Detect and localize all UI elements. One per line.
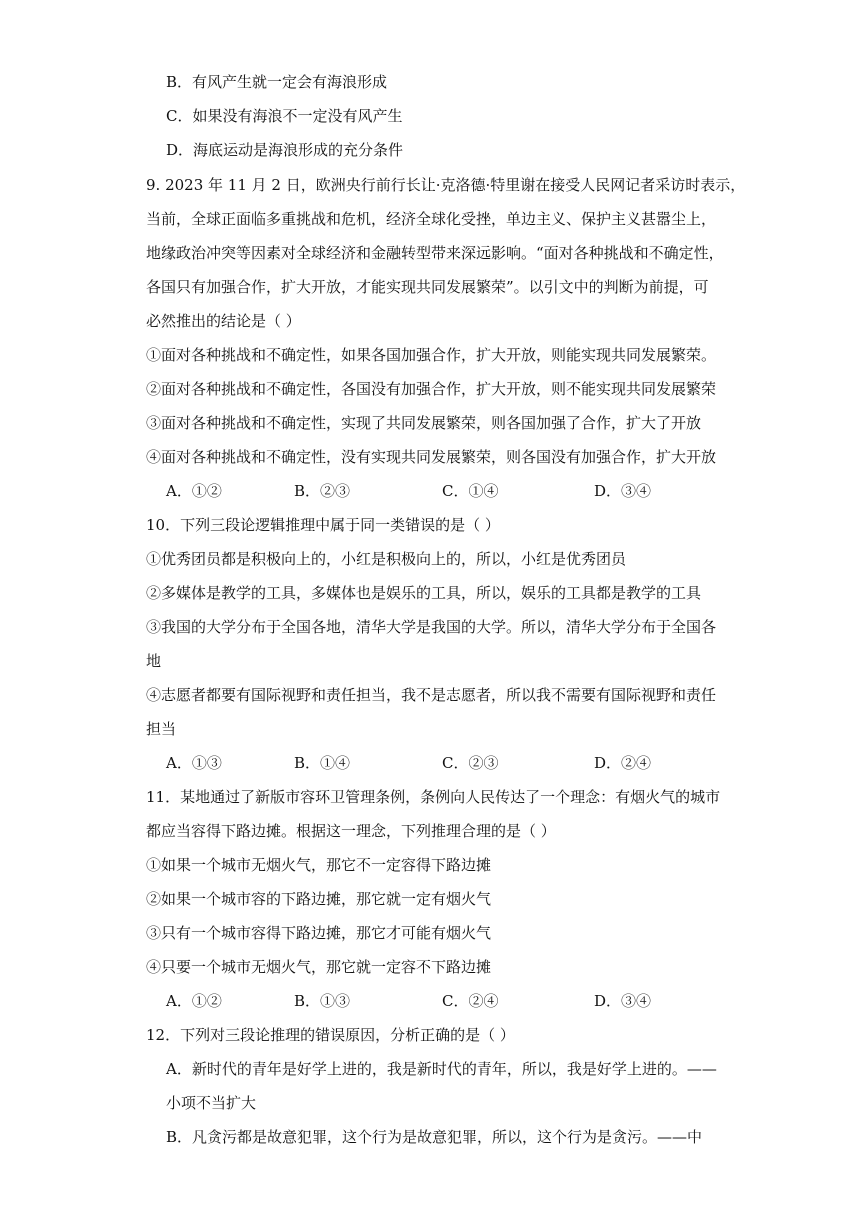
- q9-stem-line: 各国只有加强合作，扩大开放，才能实现共同发展繁荣”。以引文中的判断为前提，可: [146, 278, 709, 296]
- q12-stem: 12．下列对三段论推理的错误原因，分析正确的是（ ）: [146, 1026, 515, 1044]
- q9-choices: [166, 481, 726, 501]
- q12-option-a-continued: 小项不当扩大: [166, 1094, 257, 1112]
- q11-choices: [166, 991, 726, 1011]
- q9-item: ③面对各种挑战和不确定性，实现了共同发展繁荣，则各国加强了合作，扩大了开放: [146, 414, 702, 432]
- q10-item: ③我国的大学分布于全国各地，清华大学是我国的大学。所以，清华大学分布于全国各: [146, 618, 717, 636]
- q9-item: ④面对各种挑战和不确定性，没有实现共同发展繁荣，则各国没有加强合作，扩大开放: [146, 448, 717, 466]
- q11-item: ②如果一个城市容的下路边摊，那它就一定有烟火气: [146, 890, 492, 908]
- q11-choice-b: B．①③: [294, 992, 351, 1010]
- q10-choice-c: C．②③: [442, 754, 499, 772]
- q8-option-c: C．如果没有海浪不一定没有风产生: [166, 107, 403, 125]
- q12-option-a: A．新时代的青年是好学上进的，我是新时代的青年，所以，我是好学上进的。——: [166, 1060, 717, 1078]
- q10-choice-a: A．①③: [166, 754, 222, 772]
- q9-item: ②面对各种挑战和不确定性，各国没有加强合作，扩大开放，则不能实现共同发展繁荣: [146, 380, 717, 398]
- q9-choice-d: D．③④: [594, 482, 652, 500]
- q12-option-b: B．凡贪污都是故意犯罪，这个行为是故意犯罪，所以，这个行为是贪污。——中: [166, 1128, 703, 1146]
- q11-choice-a: A．①②: [166, 992, 222, 1010]
- q10-item: ①优秀团员都是积极向上的，小红是积极向上的，所以，小红是优秀团员: [146, 550, 627, 568]
- q8-option-b: B．有风产生就一定会有海浪形成: [166, 73, 388, 91]
- q11-item: ③只有一个城市容得下路边摊，那它才可能有烟火气: [146, 924, 492, 942]
- q9-choice-b: B．②③: [294, 482, 351, 500]
- q9-stem-line: 9. 2023 年 11 月 2 日，欧洲央行前行长让·克洛德·特里谢在接受人民网记者采访时表示，: [146, 176, 746, 194]
- q11-stem-line: 都应当容得下路边摊。根据这一理念，下列推理合理的是（ ）: [146, 822, 556, 840]
- q9-choice-c: C．①④: [442, 482, 499, 500]
- q10-item: ④志愿者都要有国际视野和责任担当，我不是志愿者，所以我不需要有国际视野和责任: [146, 686, 717, 704]
- q11-item: ①如果一个城市无烟火气，那它不一定容得下路边摊: [146, 856, 492, 874]
- q11-choice-c: C．②④: [442, 992, 499, 1010]
- q10-choice-d: D．②④: [594, 754, 652, 772]
- q8-option-d: D．海底运动是海浪形成的充分条件: [166, 141, 404, 159]
- q11-choice-d: D．③④: [594, 992, 652, 1010]
- q9-item: ①面对各种挑战和不确定性，如果各国加强合作，扩大开放，则能实现共同发展繁荣。: [146, 346, 717, 364]
- q10-item-continued: 地: [146, 652, 162, 670]
- q10-item: ②多媒体是教学的工具，多媒体也是娱乐的工具，所以，娱乐的工具都是教学的工具: [146, 584, 702, 602]
- q10-item-continued: 担当: [146, 720, 177, 738]
- q11-item: ④只要一个城市无烟火气，那它就一定容不下路边摊: [146, 958, 492, 976]
- q10-choices: [166, 753, 726, 773]
- q10-stem: 10．下列三段论逻辑推理中属于同一类错误的是（ ）: [146, 516, 500, 534]
- q9-stem-line: 当前，全球正面临多重挑战和危机，经济全球化受挫，单边主义、保护主义甚嚣尘上，: [146, 210, 717, 228]
- q9-stem-line: 地缘政治冲突等因素对全球经济和金融转型带来深远影响。“面对各种挑战和不确定性，: [146, 244, 724, 262]
- q9-stem-line: 必然推出的结论是（ ）: [146, 312, 301, 330]
- q10-choice-b: B．①④: [294, 754, 351, 772]
- q9-choice-a: A．①②: [166, 482, 222, 500]
- q11-stem-line: 11．某地通过了新版市容环卫管理条例，条例向人民传达了一个理念：有烟火气的城市: [146, 788, 721, 806]
